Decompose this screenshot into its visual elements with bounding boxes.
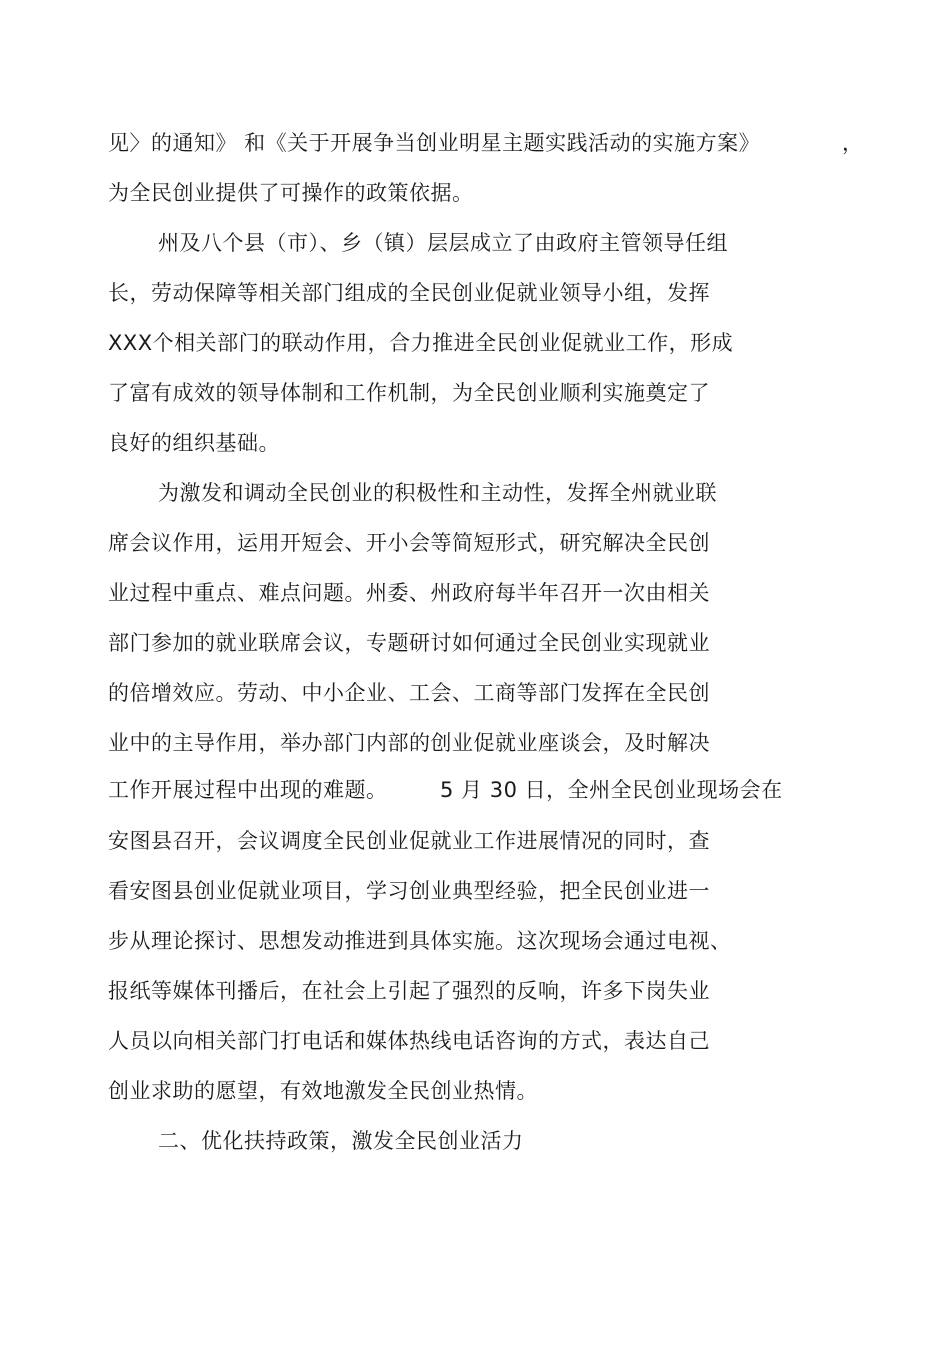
paragraph-3-line-2: 席会议作用，运用开短会、开小会等简短形式，研究解决全民创 [108, 531, 710, 555]
text-line-2: 为全民创业提供了可操作的政策依据。 [108, 181, 474, 205]
paragraph-3-line-7-date: 5 月 30 日，全州全民创业现场会在 [440, 778, 783, 802]
paragraph-3-line-8: 安图县召开，会议调度全民创业促就业工作进展情况的同时，查 [108, 829, 710, 853]
text-line-1: 见〉的通知》 和《关于开展争当创业明星主题实践活动的实施方案》 [108, 131, 761, 155]
paragraph-3-line-7: 工作开展过程中出现的难题。 [108, 778, 388, 802]
paragraph-3-line-9: 看安图县创业促就业项目，学习创业典型经验，把全民创业进一 [108, 879, 710, 903]
paragraph-3-line-12: 人员以向相关部门打电话和媒体热线电话咨询的方式，表达自己 [108, 1029, 710, 1053]
paragraph-2-line-3: XXX个相关部门的联动作用，合力推进全民创业促就业工作，形成 [108, 331, 734, 355]
paragraph-2-line-2: 长，劳动保障等相关部门组成的全民创业促就业领导小组，发挥 [108, 281, 710, 305]
paragraph-2-line-5: 良好的组织基础。 [108, 431, 280, 455]
paragraph-3-line-13: 创业求助的愿望，有效地激发全民创业热情。 [108, 1079, 538, 1103]
paragraph-3-line-11: 报纸等媒体刊播后，在社会上引起了强烈的反响，许多下岗失业 [108, 979, 710, 1003]
paragraph-2-line-1: 州及八个县（市）、乡（镇）层层成立了由政府主管领导任组 [158, 231, 728, 255]
section-heading: 二、优化扶持政策，激发全民创业活力 [158, 1129, 524, 1153]
text-line-1-comma: ， [842, 131, 863, 155]
paragraph-2-line-4: 了富有成效的领导体制和工作机制，为全民创业顺利实施奠定了 [108, 381, 710, 405]
paragraph-3-line-4: 部门参加的就业联席会议，专题研讨如何通过全民创业实现就业 [108, 631, 710, 655]
paragraph-3-line-6: 业中的主导作用，举办部门内部的创业促就业座谈会，及时解决 [108, 731, 710, 755]
paragraph-3-line-10: 步从理论探讨、思想发动推进到具体实施。这次现场会通过电视、 [108, 929, 732, 953]
paragraph-3-line-3: 业过程中重点、难点问题。州委、州政府每半年召开一次由相关 [108, 581, 710, 605]
paragraph-3-line-5: 的倍增效应。劳动、中小企业、工会、工商等部门发挥在全民创 [108, 681, 710, 705]
paragraph-3-line-1: 为激发和调动全民创业的积极性和主动性，发挥全州就业联 [158, 481, 717, 505]
